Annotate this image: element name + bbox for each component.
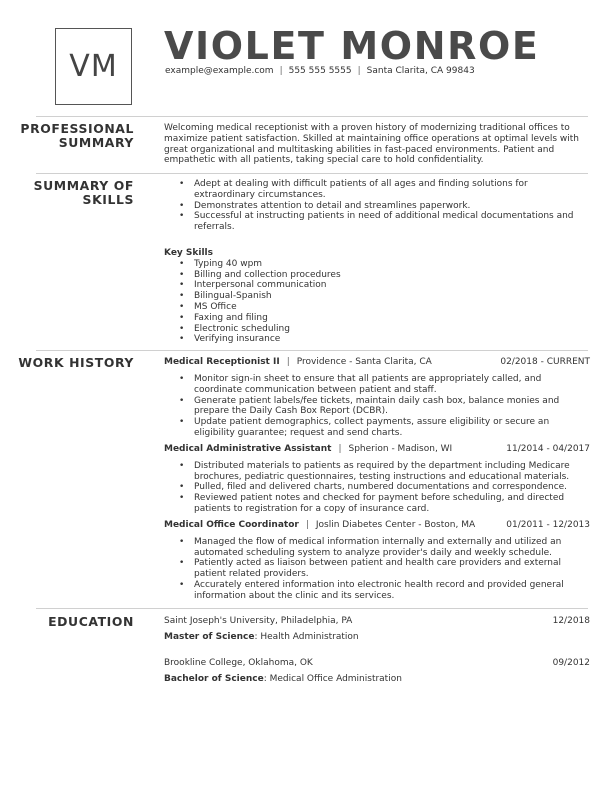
job-header xyxy=(164,357,590,369)
education-school-row xyxy=(164,616,590,627)
list-item: • Interpersonal communication xyxy=(164,280,590,291)
skills-body xyxy=(164,179,590,345)
job-title: Medical Receptionist II xyxy=(164,357,280,367)
job-dates: 11/2014 - 04/2017 xyxy=(506,443,590,454)
list-item: • Billing and collection procedures xyxy=(164,270,590,281)
separator: | xyxy=(286,357,290,367)
list-item: • Adept at dealing with difficult patients of all ages and finding solutions for extraordinary circumstances. xyxy=(164,179,590,201)
section-title: EDUCATION xyxy=(48,614,134,629)
key-skills-title: Key Skills xyxy=(164,247,213,258)
list-item: • Update patient demographics, collect payments, assure eligibility or secure an eligibility guarantee; request and send charts. xyxy=(164,417,590,439)
list-item: • Accurately entered information into electronic health record and provided general information about the clinic and its services. xyxy=(164,580,590,602)
list-item: • Generate patient labels/fee tickets, maintain daily cash box, balance monies and prepare the Daily Cash Box Report (DCBR). xyxy=(164,396,590,418)
separator: | xyxy=(338,443,342,454)
list-item: • Patiently acted as liaison between patient and health care providers and external patient related providers. xyxy=(164,558,590,580)
email: example@example.com xyxy=(165,66,274,76)
job-dates: 01/2011 - 12/2013 xyxy=(506,519,590,530)
job-employer: Spherion - Madison, WI xyxy=(348,443,453,454)
monogram-box xyxy=(55,28,132,105)
list-item: • Typing 40 wpm xyxy=(164,259,590,270)
list-item: • MS Office xyxy=(164,302,590,313)
list-item: • Bilingual-Spanish xyxy=(164,291,590,302)
list-item: • Reviewed patient notes and checked for payment before scheduling, and directed patients to registration for a copy of insurance card. xyxy=(164,493,590,515)
degree-field: : Health Administration xyxy=(254,632,359,642)
list-item: • Faxing and filing xyxy=(164,313,590,324)
list-item: • Electronic scheduling xyxy=(164,324,590,335)
list-item: • Distributed materials to patients as required by the department including Medicare brochures, pediatric questionnaires, testing instructions and educational materials. xyxy=(164,461,590,483)
job-bullet-list xyxy=(164,374,590,439)
section-title: WORK HISTORY xyxy=(18,355,134,370)
education-body xyxy=(164,616,590,685)
divider xyxy=(36,350,588,351)
list-item: • Successful at instructing patients in need of additional medical documentations and referrals. xyxy=(164,211,590,233)
divider xyxy=(36,116,588,117)
section-title-line: SKILLS xyxy=(82,192,134,207)
separator: | xyxy=(357,66,361,76)
skills-bullet-list xyxy=(164,179,590,233)
key-skills-list xyxy=(164,259,590,345)
divider xyxy=(36,173,588,174)
list-item: • Monitor sign-in sheet to ensure that all patients are appropriately called, and coordinate communication between patient and staff. xyxy=(164,374,590,396)
job-header xyxy=(164,520,590,532)
section-title-line: PROFESSIONAL xyxy=(20,121,134,136)
job-title: Medical Administrative Assistant xyxy=(164,443,332,454)
graduation-date: 09/2012 xyxy=(552,658,590,668)
initials: VM xyxy=(69,49,118,84)
degree-field: : Medical Office Administration xyxy=(263,674,402,684)
job-title: Medical Office Coordinator xyxy=(164,519,299,530)
divider xyxy=(36,608,588,609)
job-header xyxy=(164,444,590,456)
job-employer: Providence - Santa Clarita, CA xyxy=(296,357,432,367)
location: Santa Clarita, CA 99843 xyxy=(366,66,475,76)
list-item: • Demonstrates attention to detail and streamlines paperwork. xyxy=(164,201,590,212)
separator: | xyxy=(279,66,283,76)
school-name: Saint Joseph's University, Philadelphia, PA xyxy=(164,616,353,626)
candidate-name: VIOLET MONROE xyxy=(164,24,540,68)
section-title-line: SUMMARY OF xyxy=(33,178,134,193)
work-body xyxy=(164,357,590,602)
section-title xyxy=(34,179,134,207)
school-name: Brookline College, Oklahoma, OK xyxy=(164,658,313,668)
separator: | xyxy=(305,519,309,530)
job-bullet-list xyxy=(164,537,590,602)
summary-text: Welcoming medical receptionist with a proven history of modernizing traditional offices to maximize patient satisfaction. Skilled at maintaining office operations at optimal levels with great organizational and multitasking abilities in fast-paced environments. Patient and empathetic with all patients, taking special care to hold confidentiality. xyxy=(164,123,580,166)
phone: 555 555 5555 xyxy=(288,66,352,76)
list-item: • Verifying insurance xyxy=(164,334,590,345)
degree: Bachelor of Science xyxy=(164,674,264,684)
section-title-line: SUMMARY xyxy=(58,135,134,150)
list-item: • Managed the flow of medical information internally and externally and utilized an automated scheduling system to analyze provider's daily and weekly schedule. xyxy=(164,537,590,559)
degree: Master of Science xyxy=(164,632,255,642)
education-degree-row xyxy=(164,632,590,643)
job-employer: Joslin Diabetes Center - Boston, MA xyxy=(315,519,476,530)
graduation-date: 12/2018 xyxy=(552,616,590,626)
job-dates: 02/2018 - CURRENT xyxy=(500,357,590,367)
list-item: • Pulled, filed and delivered charts, numbered documentations and correspondence. xyxy=(164,482,590,493)
education-school-row xyxy=(164,658,590,669)
contact-line xyxy=(165,66,475,77)
education-degree-row xyxy=(164,674,590,685)
section-title xyxy=(20,122,134,150)
job-bullet-list xyxy=(164,461,590,515)
